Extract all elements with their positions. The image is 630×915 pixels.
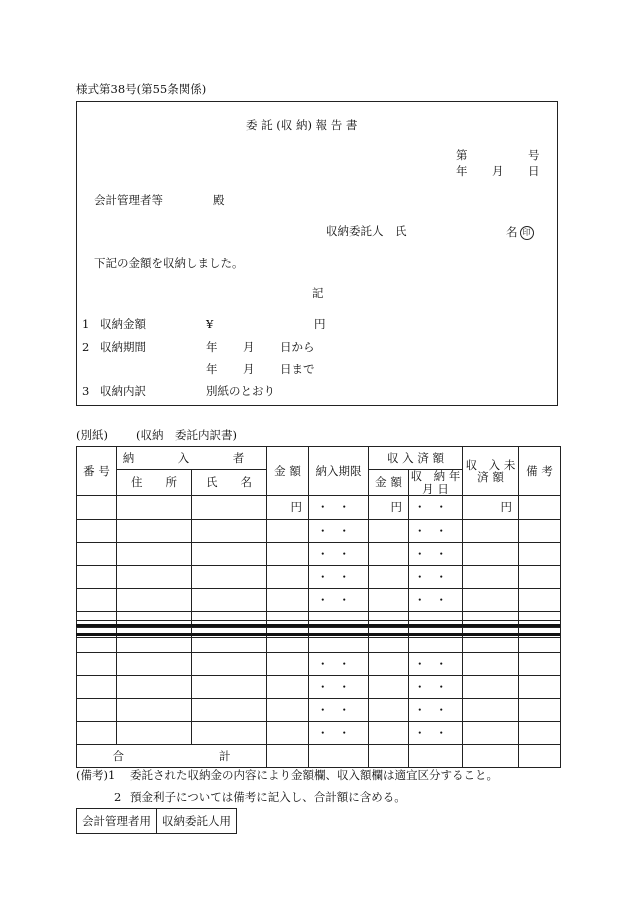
- table-cell: [463, 653, 519, 676]
- date-dots: ・・: [309, 722, 369, 745]
- table-row: [77, 566, 561, 589]
- table-cell: [117, 722, 192, 745]
- item1-en: 円: [314, 317, 326, 331]
- table-cell: [369, 722, 409, 745]
- table-cell: [267, 612, 309, 621]
- table-cell: [192, 566, 267, 589]
- total-row: [77, 745, 561, 768]
- table-cell: [463, 566, 519, 589]
- table-cell: [369, 653, 409, 676]
- date-dots: ・・: [409, 496, 463, 520]
- report-title: 委 託 (収 納) 報 告 書: [246, 118, 358, 132]
- table-row: [77, 699, 561, 722]
- date-day: 日: [528, 164, 540, 178]
- table-cell: [267, 638, 309, 653]
- item2-l2-month: 月: [243, 362, 255, 376]
- table-cell: [309, 612, 369, 621]
- addressee: 会計管理者等: [94, 193, 163, 207]
- table-cell: [463, 520, 519, 543]
- item3-no: 3: [82, 384, 90, 398]
- header-received-date: 収 納 年 月 日: [409, 470, 463, 496]
- total-label-b: 計: [219, 748, 231, 763]
- header-name: 氏 名: [192, 470, 267, 496]
- table-cell: [267, 745, 309, 768]
- table-cell: [192, 612, 267, 621]
- table-cell: [463, 722, 519, 745]
- table-cell: [77, 566, 117, 589]
- table-row: [77, 496, 561, 520]
- date-dots: ・・: [309, 699, 369, 722]
- item3-value: 別紙のとおり: [206, 384, 275, 398]
- yen-unit: 円: [463, 496, 519, 520]
- date-dots: ・・: [409, 520, 463, 543]
- table-row: [77, 612, 561, 621]
- item3-label: 収納内訳: [100, 384, 146, 398]
- table-cell: [519, 589, 561, 612]
- annex-table: [76, 446, 561, 768]
- header-deadline: 納入期限: [309, 447, 369, 496]
- table-cell: [117, 589, 192, 612]
- date-dots: ・・: [409, 589, 463, 612]
- table-cell: [519, 699, 561, 722]
- notes-prefix: (備考)1: [76, 768, 116, 782]
- number-prefix: 第: [456, 148, 468, 162]
- total-label: [77, 745, 267, 768]
- item2-l2-day: 日まで: [280, 362, 315, 376]
- yen-unit: 円: [267, 496, 309, 520]
- table-cell: [519, 566, 561, 589]
- header-received: 収 入 済 額: [369, 447, 463, 470]
- table-cell: [117, 496, 192, 520]
- table-cell: [463, 543, 519, 566]
- seal-mark: 印: [520, 226, 534, 240]
- footer-tabs: [76, 808, 237, 834]
- table-row: [77, 520, 561, 543]
- date-dots: ・・: [309, 543, 369, 566]
- table-cell: [267, 520, 309, 543]
- table-cell: [519, 676, 561, 699]
- table-cell: [519, 722, 561, 745]
- header-address: 住 所: [117, 470, 192, 496]
- table-cell: [309, 745, 369, 768]
- table-cell: [117, 566, 192, 589]
- table-cell: [519, 745, 561, 768]
- item1-yen: ¥: [206, 317, 214, 331]
- table-cell: [192, 699, 267, 722]
- date-year: 年: [456, 164, 468, 178]
- item2-l1-day: 日から: [280, 340, 315, 354]
- date-dots: ・・: [309, 653, 369, 676]
- header-unreceived: 収 入 未 済 額: [463, 447, 519, 496]
- table-cell: [519, 612, 561, 621]
- tab-accounting-manager: 会計管理者用: [77, 809, 157, 834]
- total-label-a: 合: [112, 748, 124, 763]
- yen-unit: 円: [369, 496, 409, 520]
- table-cell: [192, 589, 267, 612]
- tab-collection-agent: 収納委託人用: [157, 809, 237, 834]
- table-cell: [77, 496, 117, 520]
- annex-label: (別紙): [76, 428, 108, 442]
- table-row: [77, 676, 561, 699]
- date-dots: ・・: [309, 496, 369, 520]
- item2-label: 収納期間: [100, 340, 146, 354]
- table-cell: [369, 638, 409, 653]
- table-row: [77, 653, 561, 676]
- table-cell: [519, 520, 561, 543]
- table-cell: [77, 653, 117, 676]
- ki-label: 記: [312, 286, 324, 300]
- table-cell: [369, 589, 409, 612]
- item2-no: 2: [82, 340, 90, 354]
- table-cell: [463, 612, 519, 621]
- note-2: 預金利子については備考に記入し、合計額に含める。: [130, 790, 406, 804]
- header-remarks: 備 考: [519, 447, 561, 496]
- date-dots: ・・: [409, 676, 463, 699]
- date-dots: ・・: [409, 566, 463, 589]
- table-cell: [267, 653, 309, 676]
- header-amount: 金 額: [267, 447, 309, 496]
- table-cell: [267, 566, 309, 589]
- table-cell: [77, 543, 117, 566]
- table-cell: [519, 653, 561, 676]
- table-cell: [117, 676, 192, 699]
- agent-label: 収納委託人 氏: [326, 224, 407, 238]
- table-cell: [192, 496, 267, 520]
- form-number: 様式第38号(第55条関係): [76, 82, 207, 96]
- date-dots: ・・: [309, 566, 369, 589]
- table-row: [77, 543, 561, 566]
- item1-no: 1: [82, 317, 90, 331]
- table-cell: [77, 638, 117, 653]
- table-cell: [77, 589, 117, 612]
- item2-l1-year: 年: [206, 340, 218, 354]
- table-cell: [309, 638, 369, 653]
- name-label-text: 名: [506, 225, 518, 239]
- table-cell: [369, 566, 409, 589]
- annex-title: (収納 委託内訳書): [136, 428, 237, 442]
- note-1: 委託された収納金の内容により金額欄、収入額欄は適宜区分すること。: [130, 768, 498, 782]
- date-dots: ・・: [409, 722, 463, 745]
- table-cell: [369, 612, 409, 621]
- table-cell: [267, 543, 309, 566]
- table-cell: [117, 638, 192, 653]
- header-payer: 納 入 者: [117, 447, 267, 470]
- table-cell: [463, 699, 519, 722]
- note-2-number: 2: [114, 790, 122, 804]
- date-month: 月: [492, 164, 504, 178]
- item2-l1-month: 月: [243, 340, 255, 354]
- honorific: 殿: [213, 193, 225, 207]
- item1-label: 収納金額: [100, 317, 146, 331]
- date-dots: ・・: [309, 520, 369, 543]
- date-dots: ・・: [409, 543, 463, 566]
- table-cell: [369, 543, 409, 566]
- table-cell: [267, 699, 309, 722]
- table-cell: [192, 543, 267, 566]
- table-cell: [77, 612, 117, 621]
- table-cell: [463, 638, 519, 653]
- table-cell: [267, 722, 309, 745]
- table-cell: [192, 653, 267, 676]
- table-cell: [192, 676, 267, 699]
- table-cell: [369, 676, 409, 699]
- table-cell: [519, 543, 561, 566]
- table-cell: [192, 520, 267, 543]
- date-dots: ・・: [309, 676, 369, 699]
- table-cell: [409, 638, 463, 653]
- table-cell: [77, 676, 117, 699]
- header-received-amount: 金 額: [369, 470, 409, 496]
- number-suffix: 号: [528, 148, 540, 162]
- table-cell: [192, 638, 267, 653]
- table-cell: [267, 589, 309, 612]
- table-cell: [409, 745, 463, 768]
- table-cell: [267, 676, 309, 699]
- table-cell: [409, 612, 463, 621]
- break-line-bottom: [76, 633, 560, 636]
- report-box: [76, 101, 558, 406]
- table-cell: [463, 676, 519, 699]
- table-cell: [77, 520, 117, 543]
- table-cell: [77, 722, 117, 745]
- table-cell: [117, 653, 192, 676]
- table-cell: [117, 612, 192, 621]
- statement: 下記の金額を収納しました。: [94, 256, 244, 270]
- date-dots: ・・: [309, 589, 369, 612]
- table-cell: [192, 722, 267, 745]
- table-cell: [117, 520, 192, 543]
- table-cell: [117, 543, 192, 566]
- break-line-top: [76, 624, 560, 627]
- item2-l2-year: 年: [206, 362, 218, 376]
- table-cell: [463, 589, 519, 612]
- table-cell: [117, 699, 192, 722]
- date-dots: ・・: [409, 699, 463, 722]
- header-number: 番 号: [77, 447, 117, 496]
- table-cell: [369, 699, 409, 722]
- table-cell: [369, 745, 409, 768]
- name-label: [506, 226, 534, 240]
- table-cell: [369, 520, 409, 543]
- table-cell: [463, 745, 519, 768]
- table-cell: [77, 699, 117, 722]
- table-cell: [519, 496, 561, 520]
- table-row: [77, 638, 561, 653]
- table-cell: [519, 638, 561, 653]
- table-row: [77, 722, 561, 745]
- table-row: [77, 589, 561, 612]
- date-dots: ・・: [409, 653, 463, 676]
